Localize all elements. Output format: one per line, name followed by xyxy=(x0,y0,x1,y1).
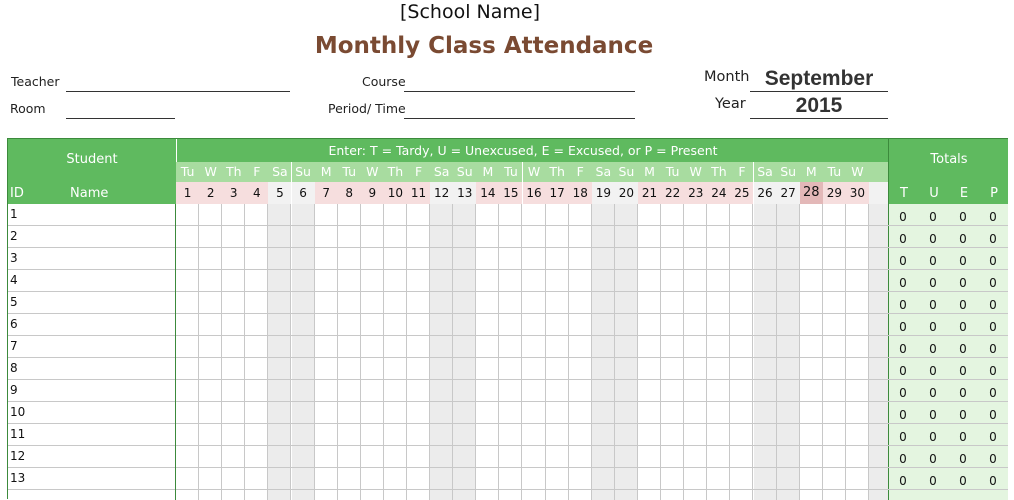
day-column-27 xyxy=(777,204,800,500)
day-column-4 xyxy=(245,204,268,500)
student-name-cell[interactable] xyxy=(8,248,176,269)
day-number-13[interactable]: 13 xyxy=(453,182,476,204)
total-e: 0 xyxy=(959,276,967,290)
day-column-18 xyxy=(569,204,592,500)
day-number-4[interactable]: 4 xyxy=(245,182,268,204)
day-number-8[interactable]: 8 xyxy=(338,182,361,204)
total-u: 0 xyxy=(929,254,937,268)
id-column-header: ID xyxy=(10,186,24,201)
day-column-2 xyxy=(199,204,222,500)
teacher-label: Teacher xyxy=(11,74,60,89)
day-column-10 xyxy=(384,204,407,500)
total-t: 0 xyxy=(899,452,907,466)
day-of-week-9: W xyxy=(361,162,384,182)
day-column-12 xyxy=(430,204,453,500)
month-label: Month xyxy=(704,69,750,85)
day-number-9[interactable]: 9 xyxy=(361,182,384,204)
row-divider xyxy=(8,489,1008,490)
student-name-cell[interactable] xyxy=(8,424,176,445)
day-of-week-4: F xyxy=(245,162,268,182)
total-e: 0 xyxy=(959,364,967,378)
day-column-17 xyxy=(546,204,569,500)
day-number-17[interactable]: 17 xyxy=(546,182,569,204)
total-p: 0 xyxy=(989,474,997,488)
day-column-6 xyxy=(292,204,315,500)
day-number-19[interactable]: 19 xyxy=(592,182,615,204)
student-name-cell[interactable] xyxy=(8,226,176,247)
total-u: 0 xyxy=(929,232,937,246)
student-name-cell[interactable] xyxy=(8,402,176,423)
day-number-21[interactable]: 21 xyxy=(638,182,661,204)
total-p: 0 xyxy=(989,276,997,290)
day-column-22 xyxy=(661,204,684,500)
total-e: 0 xyxy=(959,408,967,422)
day-column-26 xyxy=(754,204,777,500)
student-name-cell[interactable] xyxy=(8,358,176,379)
total-u: 0 xyxy=(929,430,937,444)
total-e: 0 xyxy=(959,342,967,356)
total-p: 0 xyxy=(989,408,997,422)
total-p: 0 xyxy=(989,430,997,444)
row-id: 11 xyxy=(10,427,26,441)
day-number-2[interactable]: 2 xyxy=(199,182,222,204)
total-t: 0 xyxy=(899,408,907,422)
day-number-16[interactable]: 16 xyxy=(523,182,546,204)
day-of-week-27: Su xyxy=(777,162,800,182)
daynum-spacer xyxy=(869,182,888,204)
day-of-week-20: Su xyxy=(615,162,638,182)
total-e: 0 xyxy=(959,430,967,444)
total-t: 0 xyxy=(899,430,907,444)
total-t: 0 xyxy=(899,386,907,400)
total-e: 0 xyxy=(959,452,967,466)
day-column-19 xyxy=(592,204,615,500)
day-of-week-2: W xyxy=(199,162,222,182)
day-column-3 xyxy=(222,204,245,500)
day-column-14 xyxy=(476,204,499,500)
total-t: 0 xyxy=(899,232,907,246)
legend-spacer xyxy=(869,139,888,162)
day-number-12[interactable]: 12 xyxy=(430,182,453,204)
total-p: 0 xyxy=(989,320,997,334)
month-underline xyxy=(750,91,888,92)
day-of-week-23: W xyxy=(684,162,707,182)
day-of-week-21: M xyxy=(638,162,661,182)
totals-col-t: T xyxy=(900,186,908,201)
total-t: 0 xyxy=(899,254,907,268)
day-of-week-8: Tu xyxy=(338,162,361,182)
total-u: 0 xyxy=(929,210,937,224)
totals-col-u: U xyxy=(929,186,939,201)
day-of-week-18: F xyxy=(569,162,592,182)
day-of-week-15: Tu xyxy=(499,162,522,182)
total-u: 0 xyxy=(929,364,937,378)
row-id: 2 xyxy=(10,229,18,243)
day-number-29[interactable]: 29 xyxy=(823,182,846,204)
dow-spacer xyxy=(869,162,888,182)
day-column-15 xyxy=(499,204,522,500)
day-column-8 xyxy=(338,204,361,500)
month-value[interactable]: September xyxy=(764,67,874,90)
day-of-week-22: Tu xyxy=(661,162,684,182)
day-of-week-29: Tu xyxy=(823,162,846,182)
day-of-week-17: Th xyxy=(546,162,569,182)
student-name-cell[interactable] xyxy=(8,314,176,335)
day-column-5 xyxy=(268,204,291,500)
student-name-cell[interactable] xyxy=(8,292,176,313)
day-of-week-26: Sa xyxy=(754,162,777,182)
totals-header-label: Totals xyxy=(930,152,968,167)
day-of-week-30: W xyxy=(846,162,869,182)
day-number-22[interactable]: 22 xyxy=(661,182,684,204)
day-column-28 xyxy=(800,204,823,500)
total-u: 0 xyxy=(929,276,937,290)
total-t: 0 xyxy=(899,276,907,290)
total-p: 0 xyxy=(989,452,997,466)
day-of-week-24: Th xyxy=(707,162,730,182)
total-t: 0 xyxy=(899,342,907,356)
total-e: 0 xyxy=(959,474,967,488)
student-header-label: Student xyxy=(66,152,118,167)
course-label: Course xyxy=(362,74,406,89)
page-title: Monthly Class Attendance xyxy=(314,33,654,59)
day-number-24[interactable]: 24 xyxy=(707,182,730,204)
day-number-5[interactable]: 5 xyxy=(268,182,291,204)
day-of-week-28: M xyxy=(800,162,823,182)
day-column-21 xyxy=(638,204,661,500)
day-number-14[interactable]: 14 xyxy=(476,182,499,204)
student-name-cell[interactable] xyxy=(8,380,176,401)
day-column-7 xyxy=(315,204,338,500)
total-p: 0 xyxy=(989,298,997,312)
day-number-30[interactable]: 30 xyxy=(846,182,869,204)
day-of-week-3: Th xyxy=(222,162,245,182)
day-number-10[interactable]: 10 xyxy=(384,182,407,204)
room-label: Room xyxy=(10,101,46,116)
total-t: 0 xyxy=(899,320,907,334)
day-column-30 xyxy=(846,204,869,500)
day-column-24 xyxy=(707,204,730,500)
student-name-cell[interactable] xyxy=(8,270,176,291)
total-u: 0 xyxy=(929,452,937,466)
name-column-header: Name xyxy=(70,186,109,201)
year-value[interactable]: 2015 xyxy=(795,94,843,117)
row-id: 6 xyxy=(10,317,18,331)
total-u: 0 xyxy=(929,474,937,488)
total-e: 0 xyxy=(959,232,967,246)
legend-text: Enter: T = Tardy, U = Unexcused, E = Excused, or P = Present xyxy=(176,139,869,162)
total-e: 0 xyxy=(959,386,967,400)
total-u: 0 xyxy=(929,342,937,356)
row-id: 3 xyxy=(10,251,18,265)
row-id: 10 xyxy=(10,405,26,419)
totals-col-p: P xyxy=(990,186,998,201)
total-t: 0 xyxy=(899,364,907,378)
total-u: 0 xyxy=(929,298,937,312)
day-number-15[interactable]: 15 xyxy=(499,182,522,204)
day-number-20[interactable]: 20 xyxy=(615,182,638,204)
student-name-cell[interactable] xyxy=(8,336,176,357)
row-id: 8 xyxy=(10,361,18,375)
day-of-week-11: F xyxy=(407,162,430,182)
day-column-25 xyxy=(730,204,753,500)
total-t: 0 xyxy=(899,474,907,488)
row-id: 1 xyxy=(10,207,18,221)
day-number-26[interactable]: 26 xyxy=(754,182,777,204)
student-days-divider xyxy=(175,204,176,500)
year-underline xyxy=(750,118,888,119)
day-of-week-1: Tu xyxy=(176,162,199,182)
day-column-9 xyxy=(361,204,384,500)
year-label: Year xyxy=(715,96,746,112)
day-of-week-12: Sa xyxy=(430,162,453,182)
total-u: 0 xyxy=(929,386,937,400)
total-p: 0 xyxy=(989,232,997,246)
total-e: 0 xyxy=(959,254,967,268)
day-column-13 xyxy=(453,204,476,500)
totals-header xyxy=(888,139,1008,204)
row-id: 9 xyxy=(10,383,18,397)
day-number-3[interactable]: 3 xyxy=(222,182,245,204)
room-field[interactable] xyxy=(66,118,175,119)
student-name-cell[interactable] xyxy=(8,468,176,489)
school-name[interactable]: [School Name] xyxy=(400,1,540,23)
total-p: 0 xyxy=(989,386,997,400)
day-of-week-6: Su xyxy=(292,162,315,182)
filler-column xyxy=(869,204,888,500)
total-p: 0 xyxy=(989,254,997,268)
day-number-7[interactable]: 7 xyxy=(315,182,338,204)
student-name-cell[interactable] xyxy=(8,446,176,467)
total-e: 0 xyxy=(959,298,967,312)
day-number-25[interactable]: 25 xyxy=(730,182,753,204)
day-of-week-13: Su xyxy=(453,162,476,182)
day-of-week-10: Th xyxy=(384,162,407,182)
total-u: 0 xyxy=(929,320,937,334)
total-t: 0 xyxy=(899,210,907,224)
day-of-week-14: M xyxy=(476,162,499,182)
teacher-field[interactable] xyxy=(66,91,290,92)
total-u: 0 xyxy=(929,408,937,422)
course-field[interactable] xyxy=(404,91,635,92)
day-column-11 xyxy=(407,204,430,500)
row-id: 13 xyxy=(10,471,26,485)
day-number-11[interactable]: 11 xyxy=(407,182,430,204)
day-column-29 xyxy=(823,204,846,500)
day-of-week-7: M xyxy=(315,162,338,182)
row-id: 7 xyxy=(10,339,18,353)
day-number-1[interactable]: 1 xyxy=(176,182,199,204)
day-number-6[interactable]: 6 xyxy=(292,182,315,204)
day-column-16 xyxy=(523,204,546,500)
total-p: 0 xyxy=(989,342,997,356)
attendance-grid xyxy=(7,138,1008,499)
student-name-cell[interactable] xyxy=(8,204,176,225)
totals-col-e: E xyxy=(959,186,969,201)
period-field[interactable] xyxy=(404,118,635,119)
day-number-28[interactable]: 28 xyxy=(800,182,823,204)
day-of-week-19: Sa xyxy=(592,162,615,182)
total-p: 0 xyxy=(989,364,997,378)
row-id: 12 xyxy=(10,449,26,463)
day-column-20 xyxy=(615,204,638,500)
student-header xyxy=(8,139,176,204)
day-number-18[interactable]: 18 xyxy=(569,182,592,204)
day-number-23[interactable]: 23 xyxy=(684,182,707,204)
day-of-week-25: F xyxy=(730,162,753,182)
day-column-1 xyxy=(176,204,199,500)
total-t: 0 xyxy=(899,298,907,312)
total-p: 0 xyxy=(989,210,997,224)
total-e: 0 xyxy=(959,320,967,334)
period-label: Period/ Time xyxy=(328,101,406,116)
row-id: 5 xyxy=(10,295,18,309)
day-column-23 xyxy=(684,204,707,500)
day-number-27[interactable]: 27 xyxy=(777,182,800,204)
day-of-week-5: Sa xyxy=(268,162,291,182)
total-e: 0 xyxy=(959,210,967,224)
day-of-week-16: W xyxy=(523,162,546,182)
row-id: 4 xyxy=(10,273,18,287)
